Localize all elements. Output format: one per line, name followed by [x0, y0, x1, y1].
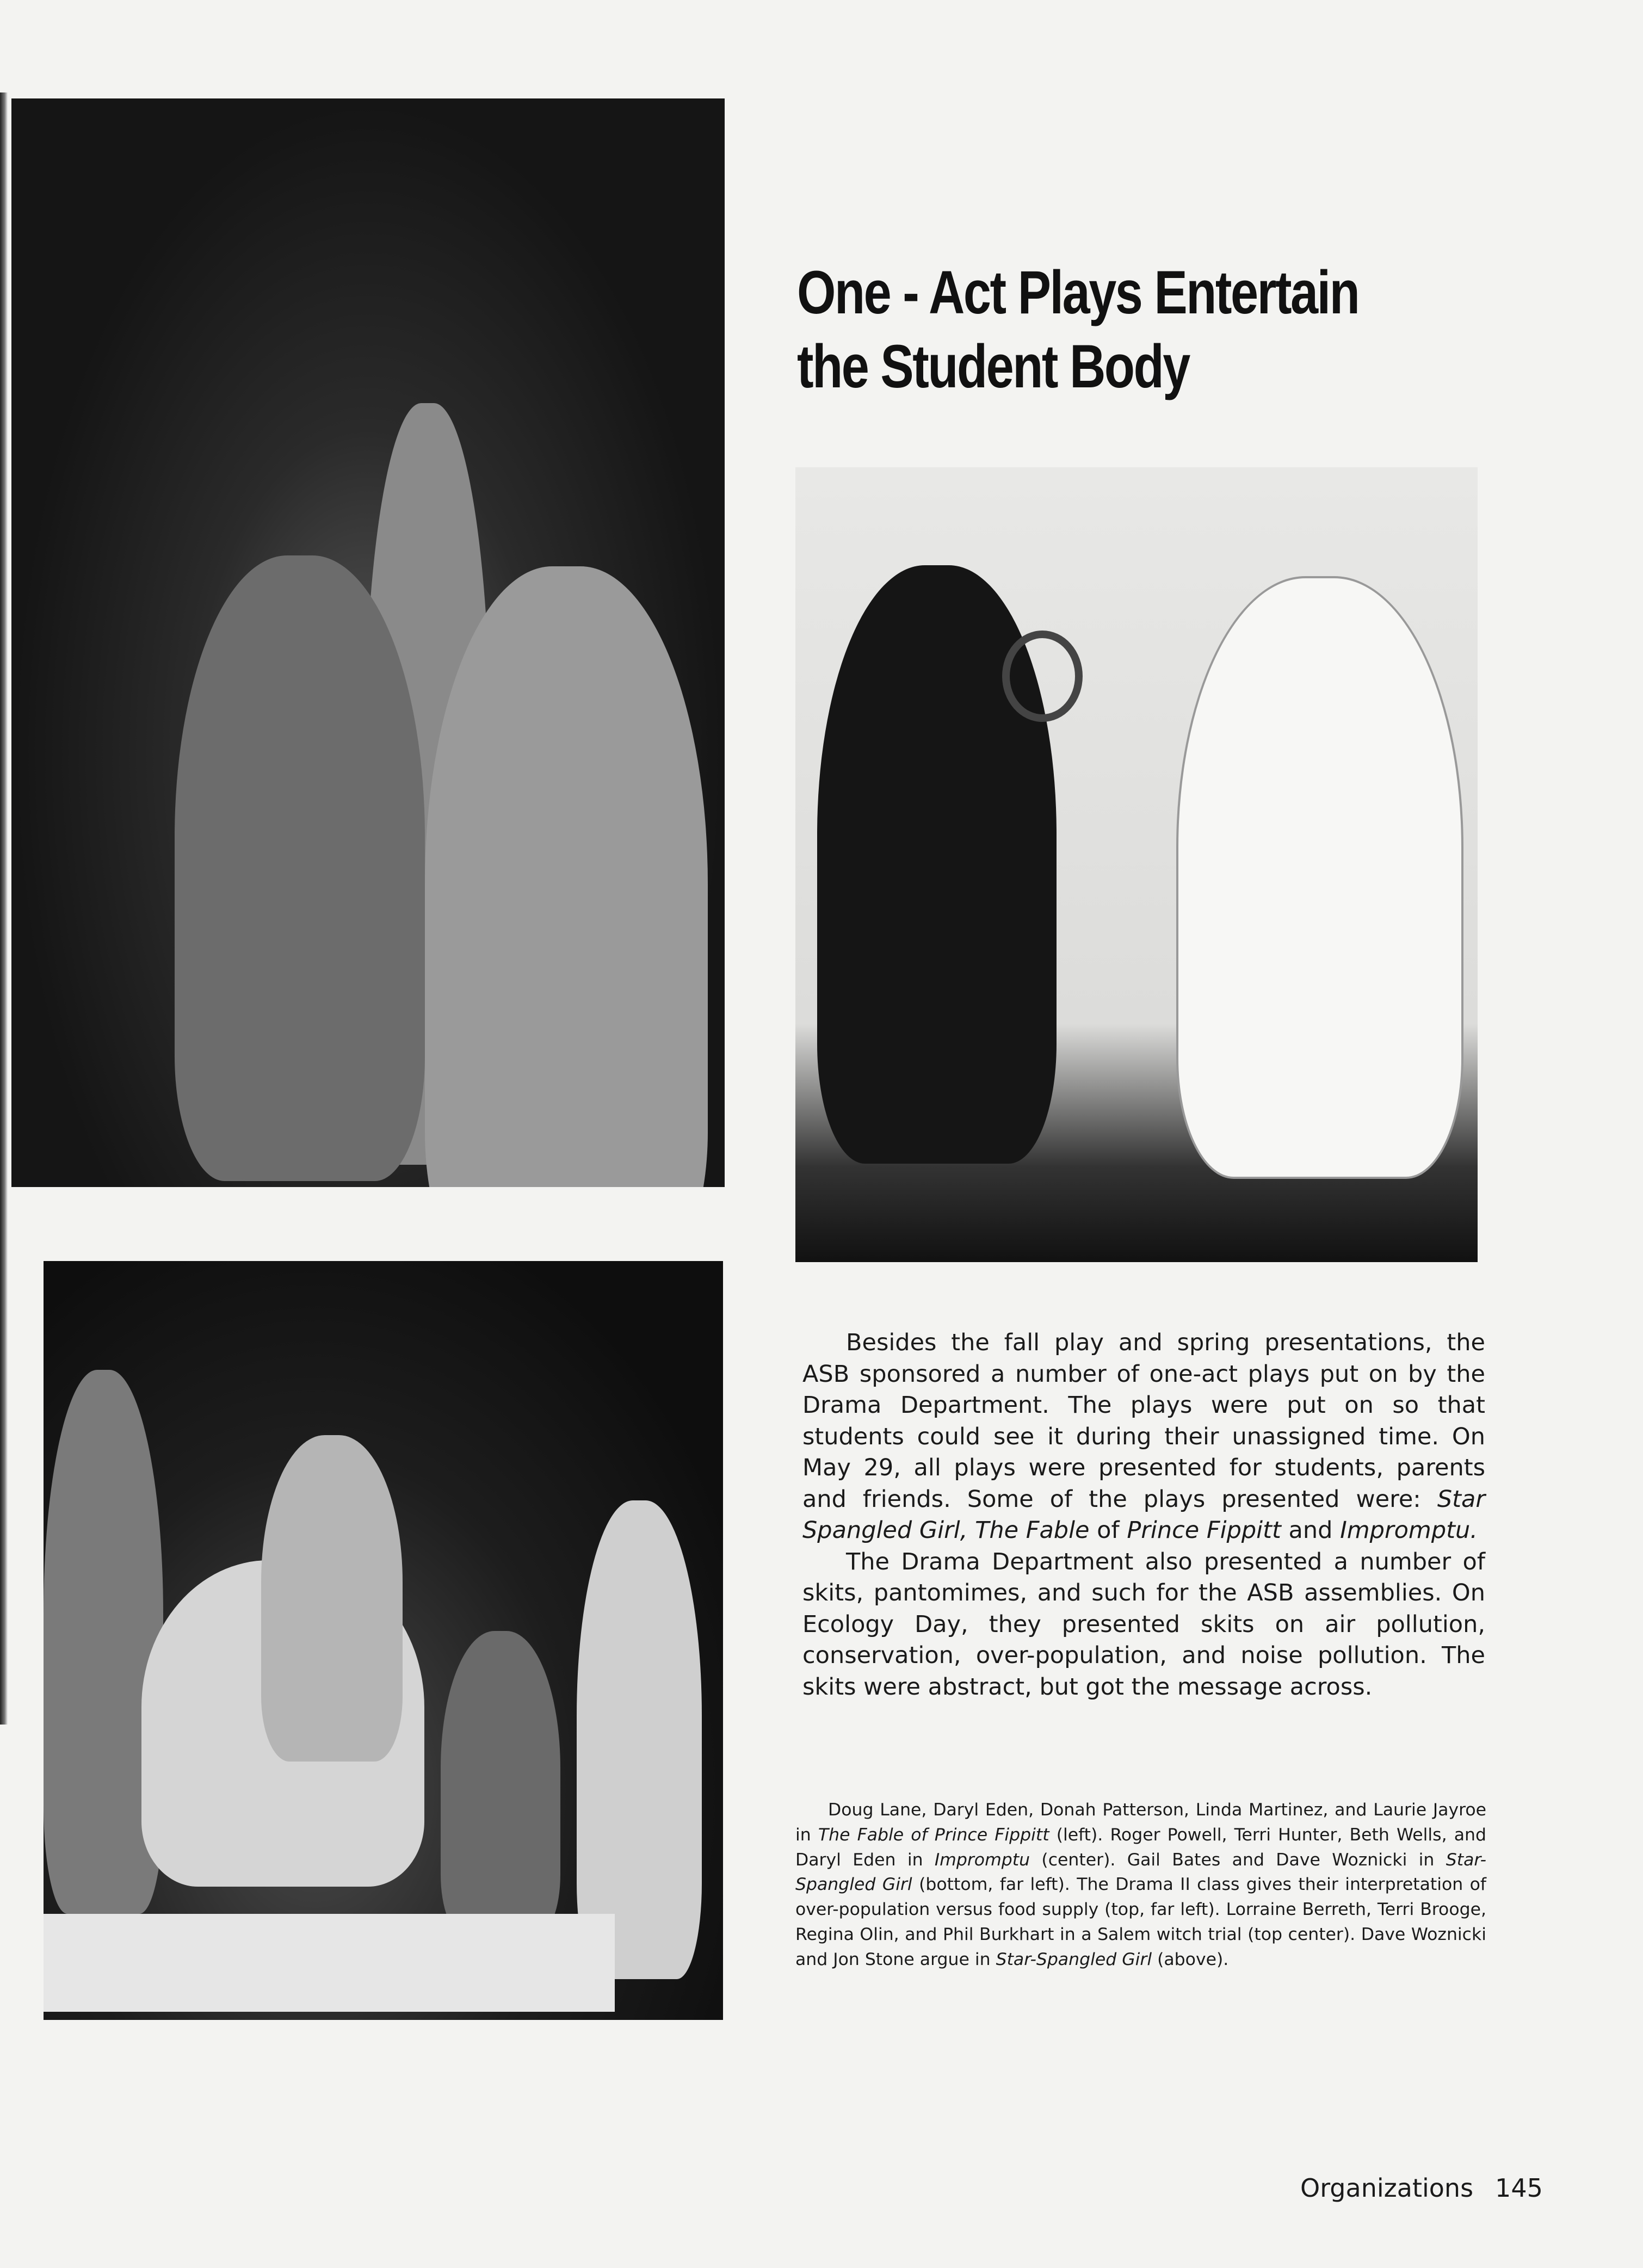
- title-line-1: One - Act Plays Entertain: [797, 258, 1359, 326]
- play-title: Prince Fippitt: [1127, 1517, 1281, 1544]
- article-body: [802, 1327, 1485, 1703]
- body-text: Besides the fall play and spring presentations, the ASB sponsored a number of one-act plays put on by the Drama Department. The plays were put on so that students could see it during their unassigned time. On May 29, all plays were presented for students, parents and friends. Some of the plays presented were:: [802, 1329, 1485, 1513]
- caption-text: (left). Roger Powell, Terri Hunter, Beth Wells, and Daryl Eden in: [795, 1825, 1486, 1870]
- body-paragraph-1: [802, 1327, 1485, 1547]
- magnifying-glass-prop: [1002, 631, 1083, 722]
- title-line-2: the Student Body: [797, 332, 1189, 400]
- photo-star-spangled-girl-argument: [795, 467, 1478, 1262]
- figure-dress: [577, 1500, 702, 1979]
- photo-salem-witch-trial: [11, 98, 725, 1187]
- section-name: Organizations: [1300, 2173, 1474, 2203]
- play-title: Star- Spangled Girl: [795, 1850, 1486, 1895]
- body-paragraph-2: The Drama Department also presented a number of skits, pantomimes, and such for the ASB assemblies. On Ecology Day, they presented skits on air pollution, conservation, over-population, and noise pollution. The skits were abstract, but got the message across.: [802, 1548, 1485, 1701]
- play-title: The Fable of Prince Fippitt: [818, 1825, 1049, 1845]
- page-footer: [1300, 2173, 1543, 2203]
- play-title: Impromptu: [934, 1850, 1030, 1870]
- body-text: of: [1089, 1517, 1127, 1544]
- page-binding-edge: [0, 92, 8, 1725]
- figure-robe: [261, 1435, 403, 1762]
- play-title: Star Spangled Girl, The Fable: [802, 1485, 1485, 1544]
- figure-seated-right: [425, 566, 708, 1187]
- figure-seated-left: [175, 555, 425, 1181]
- stage-platform: [44, 1914, 615, 2012]
- figure-gown: [441, 1631, 560, 1936]
- page-number: 145: [1495, 2173, 1543, 2203]
- figure-white-shirt: [1176, 576, 1463, 1179]
- body-text: and: [1281, 1517, 1341, 1544]
- play-title: Impromptu.: [1340, 1517, 1478, 1544]
- page-title: [797, 256, 1422, 404]
- caption-text: Doug Lane, Daryl Eden, Donah Patterson, Linda Martinez, and Laurie Jayroe in: [795, 1800, 1486, 1845]
- caption-text: (above).: [1152, 1949, 1229, 1969]
- caption-text: (bottom, far left). The Drama II class gives their interpretation of over-population versus food supply (top, far left). Lorraine Berreth, Terri Brooge, Regina Olin, and Phil Burkhart in a Salem witch trial (top center). Dave Woznicki and Jon Stone argue in: [795, 1875, 1486, 1969]
- play-title: Star-Spangled Girl: [996, 1949, 1152, 1969]
- photo-fable-of-prince-fippitt: [44, 1261, 723, 2020]
- photo-caption: [795, 1798, 1486, 1973]
- caption-text: (center). Gail Bates and Dave Woznicki in: [1030, 1850, 1446, 1870]
